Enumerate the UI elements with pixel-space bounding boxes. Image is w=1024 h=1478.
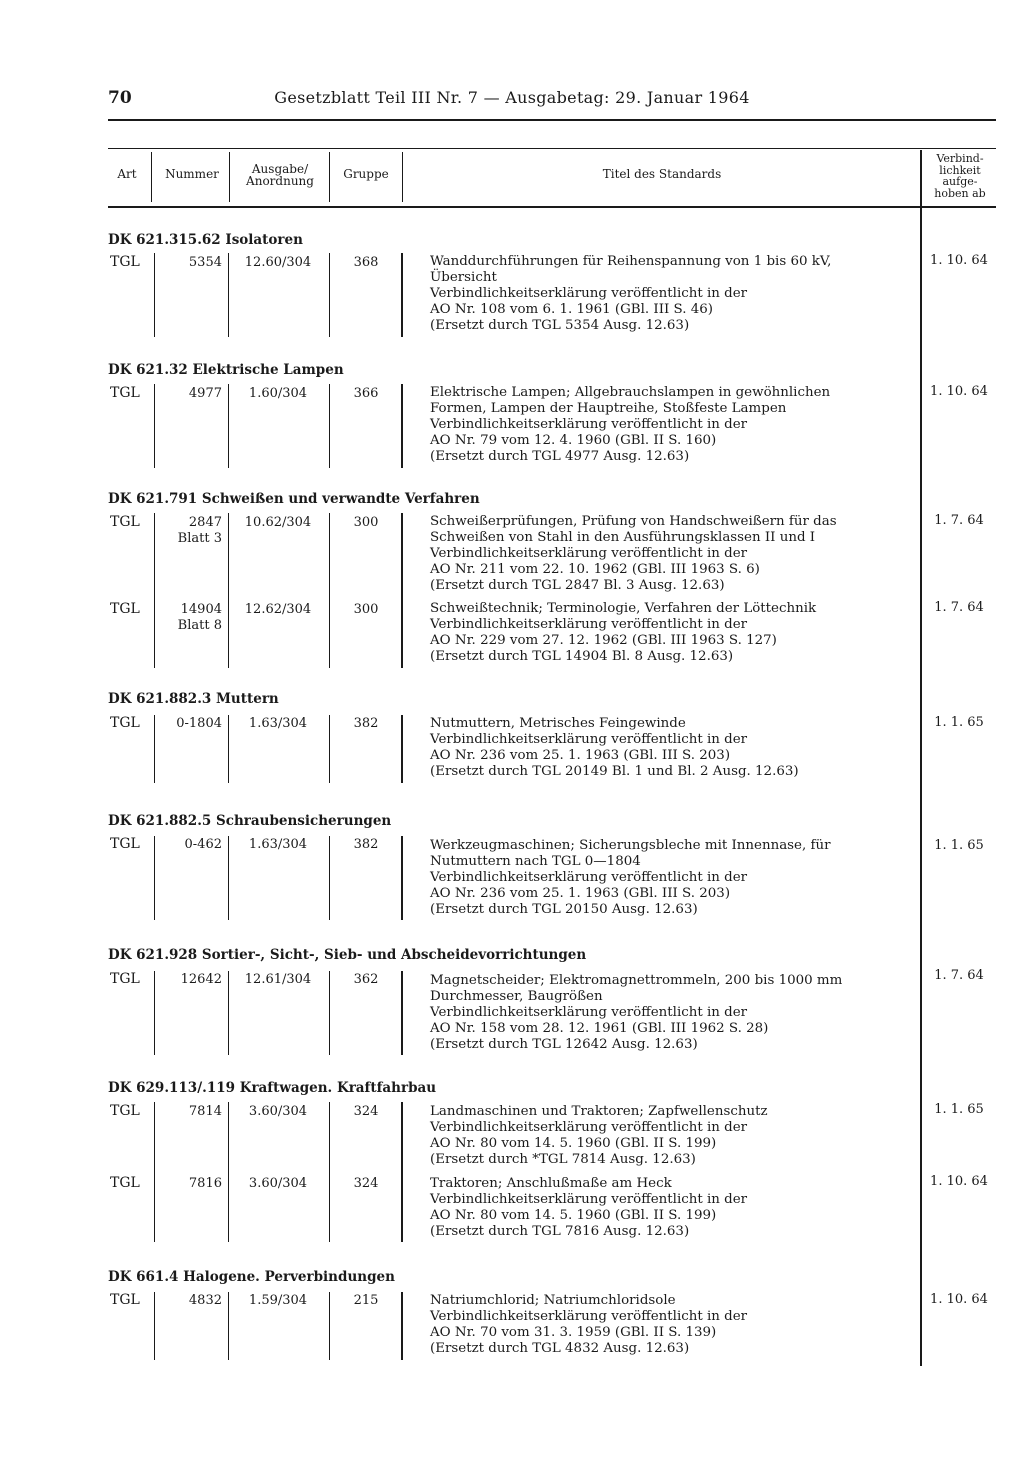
- nummer-line: 5354: [188, 255, 222, 270]
- nummer-line: 0-1804: [176, 716, 222, 731]
- titel-line: Natriumchlorid; Natriumchloridsole: [430, 1293, 676, 1308]
- titel-line: AO Nr. 236 vom 25. 1. 1963 (GBl. III S. 203): [430, 748, 731, 764]
- date-column-rule: [920, 206, 922, 1366]
- nummer-line: 7816: [188, 1176, 222, 1191]
- row-ausgabe: 12.62/304: [244, 602, 312, 617]
- header-divider: [402, 152, 403, 202]
- column-header-verbindlich-line: lichkeit: [939, 163, 981, 177]
- row-divider: [154, 1102, 155, 1242]
- row-titel: [430, 1176, 910, 1240]
- row-titel: [430, 838, 910, 918]
- column-header-verbindlich-line: aufge-: [942, 175, 978, 188]
- row-ausgabe: 3.60/304: [248, 1104, 308, 1119]
- titel-line: AO Nr. 108 vom 6. 1. 1961 (GBl. III S. 46): [430, 302, 714, 318]
- row-divider: [329, 1102, 330, 1242]
- row-nummer: [156, 1293, 222, 1309]
- row-divider: [154, 513, 155, 668]
- titel-line: Magnetscheider; Elektromagnettrommeln, 200 bis 1000 mm: [430, 973, 843, 988]
- row-nummer: [156, 1104, 222, 1120]
- row-art: TGL: [110, 715, 140, 731]
- row-gruppe: 382: [353, 837, 379, 852]
- titel-line: Elektrische Lampen; Allgebrauchslampen in gewöhnlichen: [430, 385, 831, 400]
- titel-line: (Ersetzt durch TGL 2847 Bl. 3 Ausg. 12.63): [430, 578, 725, 594]
- row-datum: 1. 7. 64: [934, 600, 984, 615]
- row-art: TGL: [110, 254, 140, 270]
- titel-line: Verbindlichkeitserklärung veröffentlicht in der: [430, 417, 748, 433]
- row-divider: [401, 384, 403, 468]
- page-header: Gesetzblatt Teil III Nr. 7 — Ausgabetag: 29. Januar 1964: [274, 88, 750, 107]
- page-number: 70: [108, 88, 132, 108]
- nummer-line: 7814: [188, 1104, 222, 1119]
- row-titel: [430, 254, 910, 334]
- row-titel: [430, 1104, 910, 1168]
- titel-line: Verbindlichkeitserklärung veröffentlicht in der: [430, 1120, 748, 1136]
- row-art: TGL: [110, 836, 140, 852]
- section-heading: DK 621.791 Schweißen und verwandte Verfahren: [108, 491, 480, 507]
- row-gruppe: 368: [353, 255, 379, 270]
- row-ausgabe: 1.60/304: [248, 386, 308, 401]
- row-divider: [401, 1102, 403, 1242]
- header-divider: [151, 152, 152, 202]
- row-divider: [228, 384, 229, 468]
- nummer-line: Blatt 3: [177, 531, 222, 546]
- row-divider: [228, 253, 229, 337]
- row-nummer: [156, 386, 222, 402]
- nummer-line: 4977: [188, 386, 222, 401]
- nummer-line: 2847: [188, 515, 222, 530]
- titel-line: Landmaschinen und Traktoren; Zapfwellenschutz: [430, 1104, 768, 1119]
- row-divider: [154, 253, 155, 337]
- row-datum: 1. 7. 64: [934, 513, 984, 528]
- titel-line: AO Nr. 229 vom 27. 12. 1962 (GBl. III 1963 S. 127): [430, 633, 777, 649]
- titel-line: Verbindlichkeitserklärung veröffentlicht in der: [430, 286, 748, 302]
- row-nummer: [156, 972, 222, 988]
- section-heading: DK 621.928 Sortier-, Sicht-, Sieb- und Abscheidevorrichtungen: [108, 947, 587, 963]
- titel-line: AO Nr. 211 vom 22. 10. 1962 (GBl. III 1963 S. 6): [430, 562, 760, 578]
- row-titel: [430, 716, 910, 780]
- row-art: TGL: [110, 601, 140, 617]
- row-titel: [430, 1293, 910, 1357]
- row-titel: [430, 973, 910, 1053]
- row-art: TGL: [110, 514, 140, 530]
- row-divider: [329, 715, 330, 783]
- row-gruppe: 215: [353, 1293, 379, 1308]
- row-gruppe: 324: [353, 1104, 379, 1119]
- titel-line: (Ersetzt durch TGL 20149 Bl. 1 und Bl. 2 Ausg. 12.63): [430, 764, 799, 780]
- titel-line: AO Nr. 80 vom 14. 5. 1960 (GBl. II S. 199): [430, 1136, 717, 1152]
- row-nummer: [156, 255, 222, 271]
- header-divider: [920, 150, 922, 206]
- row-nummer: [156, 602, 222, 634]
- row-divider: [228, 1292, 229, 1360]
- row-divider: [154, 1292, 155, 1360]
- titel-line: AO Nr. 70 vom 31. 3. 1959 (GBl. II S. 139): [430, 1325, 717, 1341]
- row-divider: [228, 715, 229, 783]
- row-nummer: [156, 515, 222, 547]
- titel-line: Schweißerprüfungen, Prüfung von Handschweißern für das: [430, 514, 837, 529]
- row-divider: [154, 971, 155, 1055]
- titel-line: AO Nr. 80 vom 14. 5. 1960 (GBl. II S. 199): [430, 1208, 717, 1224]
- row-art: TGL: [110, 385, 140, 401]
- row-divider: [329, 1292, 330, 1360]
- row-art: TGL: [110, 1292, 140, 1308]
- row-gruppe: 300: [353, 515, 379, 530]
- row-nummer: [156, 837, 222, 853]
- column-header-verbindlich-line: Verbind-: [936, 152, 984, 165]
- titel-line: (Ersetzt durch TGL 5354 Ausg. 12.63): [430, 318, 690, 334]
- titel-line: Werkzeugmaschinen; Sicherungsbleche mit Innennase, für: [430, 838, 831, 853]
- row-ausgabe: 12.61/304: [244, 972, 312, 987]
- header-divider: [229, 152, 230, 202]
- titel-line: Formen, Lampen der Hauptreihe, Stoßfeste Lampen: [430, 401, 787, 417]
- titel-line: Nutmuttern, Metrisches Feingewinde: [430, 716, 686, 731]
- header-rule-bottom: [108, 206, 996, 208]
- column-header-ausgabe: [232, 163, 328, 187]
- titel-line: Durchmesser, Baugrößen: [430, 989, 603, 1005]
- row-datum: 1. 1. 65: [934, 715, 984, 730]
- section-heading: DK 621.315.62 Isolatoren: [108, 232, 303, 248]
- row-divider: [329, 253, 330, 337]
- titel-line: Übersicht: [430, 270, 497, 286]
- titel-line: Verbindlichkeitserklärung veröffentlicht in der: [430, 1005, 748, 1021]
- titel-line: Schweißen von Stahl in den Ausführungsklassen II und I: [430, 530, 816, 546]
- row-art: TGL: [110, 1175, 140, 1191]
- row-divider: [228, 1102, 229, 1242]
- row-divider: [154, 836, 155, 920]
- row-art: TGL: [110, 971, 140, 987]
- row-datum: 1. 1. 65: [934, 1102, 984, 1117]
- section-heading: DK 621.32 Elektrische Lampen: [108, 362, 344, 378]
- row-ausgabe: 1.59/304: [248, 1293, 308, 1308]
- section-heading: DK 621.882.5 Schraubensicherungen: [108, 813, 392, 829]
- row-nummer: [156, 716, 222, 732]
- row-titel: [430, 601, 910, 665]
- header-divider: [329, 152, 330, 202]
- nummer-line: 4832: [188, 1293, 222, 1308]
- titel-line: (Ersetzt durch *TGL 7814 Ausg. 12.63): [430, 1152, 696, 1168]
- section-heading: DK 629.113/.119 Kraftwagen. Kraftfahrbau: [108, 1080, 437, 1096]
- row-divider: [228, 836, 229, 920]
- header-rule-top: [108, 119, 996, 121]
- row-divider: [401, 971, 403, 1055]
- row-datum: 1. 10. 64: [930, 1174, 988, 1189]
- row-datum: 1. 10. 64: [930, 253, 988, 268]
- titel-line: AO Nr. 236 vom 25. 1. 1963 (GBl. III S. 203): [430, 886, 731, 902]
- column-header-gruppe: Gruppe: [343, 167, 389, 181]
- row-divider: [154, 715, 155, 783]
- titel-line: Verbindlichkeitserklärung veröffentlicht in der: [430, 732, 748, 748]
- row-divider: [401, 253, 403, 337]
- row-art: TGL: [110, 1103, 140, 1119]
- titel-line: (Ersetzt durch TGL 12642 Ausg. 12.63): [430, 1037, 698, 1053]
- titel-line: (Ersetzt durch TGL 4977 Ausg. 12.63): [430, 449, 690, 465]
- row-ausgabe: 1.63/304: [248, 716, 308, 731]
- row-gruppe: 362: [353, 972, 379, 987]
- column-header-art: Art: [117, 167, 137, 181]
- row-divider: [329, 513, 330, 668]
- row-datum: 1. 10. 64: [930, 384, 988, 399]
- nummer-line: 12642: [180, 972, 222, 987]
- row-datum: 1. 10. 64: [930, 1292, 988, 1307]
- titel-line: (Ersetzt durch TGL 7816 Ausg. 12.63): [430, 1224, 690, 1240]
- row-gruppe: 366: [353, 386, 379, 401]
- row-titel: [430, 385, 910, 465]
- titel-line: Verbindlichkeitserklärung veröffentlicht in der: [430, 870, 748, 886]
- row-nummer: [156, 1176, 222, 1192]
- row-divider: [329, 836, 330, 920]
- row-gruppe: 324: [353, 1176, 379, 1191]
- titel-line: AO Nr. 158 vom 28. 12. 1961 (GBl. III 1962 S. 28): [430, 1021, 769, 1037]
- row-titel: [430, 514, 910, 594]
- nummer-line: 0-462: [184, 837, 222, 852]
- nummer-line: 14904: [180, 602, 222, 617]
- column-header-ausgabe-line: Anordnung: [246, 174, 314, 188]
- row-divider: [329, 971, 330, 1055]
- column-header-titel: Titel des Standards: [602, 167, 722, 181]
- row-divider: [401, 715, 403, 783]
- row-ausgabe: 12.60/304: [244, 255, 312, 270]
- titel-line: Schweißtechnik; Terminologie, Verfahren der Löttechnik: [430, 601, 817, 616]
- row-datum: 1. 1. 65: [934, 838, 984, 853]
- titel-line: (Ersetzt durch TGL 14904 Bl. 8 Ausg. 12.63): [430, 649, 734, 665]
- titel-line: (Ersetzt durch TGL 20150 Ausg. 12.63): [430, 902, 698, 918]
- row-divider: [228, 971, 229, 1055]
- titel-line: Nutmuttern nach TGL 0—1804: [430, 854, 641, 870]
- titel-line: Wanddurchführungen für Reihenspannung von 1 bis 60 kV,: [430, 254, 832, 269]
- column-header-ausgabe-line: Ausgabe/: [251, 162, 309, 176]
- row-divider: [401, 1292, 403, 1360]
- titel-line: Verbindlichkeitserklärung veröffentlicht in der: [430, 1192, 748, 1208]
- column-header-verbindlich-line: hoben ab: [934, 186, 986, 200]
- row-divider: [401, 836, 403, 920]
- row-ausgabe: 3.60/304: [248, 1176, 308, 1191]
- section-heading: DK 661.4 Halogene. Perverbindungen: [108, 1269, 395, 1285]
- row-ausgabe: 10.62/304: [244, 515, 312, 530]
- titel-line: Verbindlichkeitserklärung veröffentlicht in der: [430, 617, 748, 633]
- row-divider: [401, 513, 403, 668]
- row-divider: [228, 513, 229, 668]
- row-gruppe: 300: [353, 602, 379, 617]
- titel-line: Verbindlichkeitserklärung veröffentlicht in der: [430, 1309, 748, 1325]
- nummer-line: Blatt 8: [177, 618, 222, 633]
- header-rule: [108, 148, 996, 149]
- titel-line: (Ersetzt durch TGL 4832 Ausg. 12.63): [430, 1341, 690, 1357]
- row-divider: [154, 384, 155, 468]
- section-heading: DK 621.882.3 Muttern: [108, 691, 279, 707]
- titel-line: Verbindlichkeitserklärung veröffentlicht in der: [430, 546, 748, 562]
- column-header-nummer: Nummer: [165, 167, 219, 181]
- titel-line: Traktoren; Anschlußmaße am Heck: [430, 1176, 672, 1191]
- row-gruppe: 382: [353, 716, 379, 731]
- column-header-verbindlich: [924, 153, 996, 199]
- titel-line: AO Nr. 79 vom 12. 4. 1960 (GBl. II S. 160): [430, 433, 717, 449]
- row-ausgabe: 1.63/304: [248, 837, 308, 852]
- row-datum: 1. 7. 64: [934, 968, 984, 983]
- row-divider: [329, 384, 330, 468]
